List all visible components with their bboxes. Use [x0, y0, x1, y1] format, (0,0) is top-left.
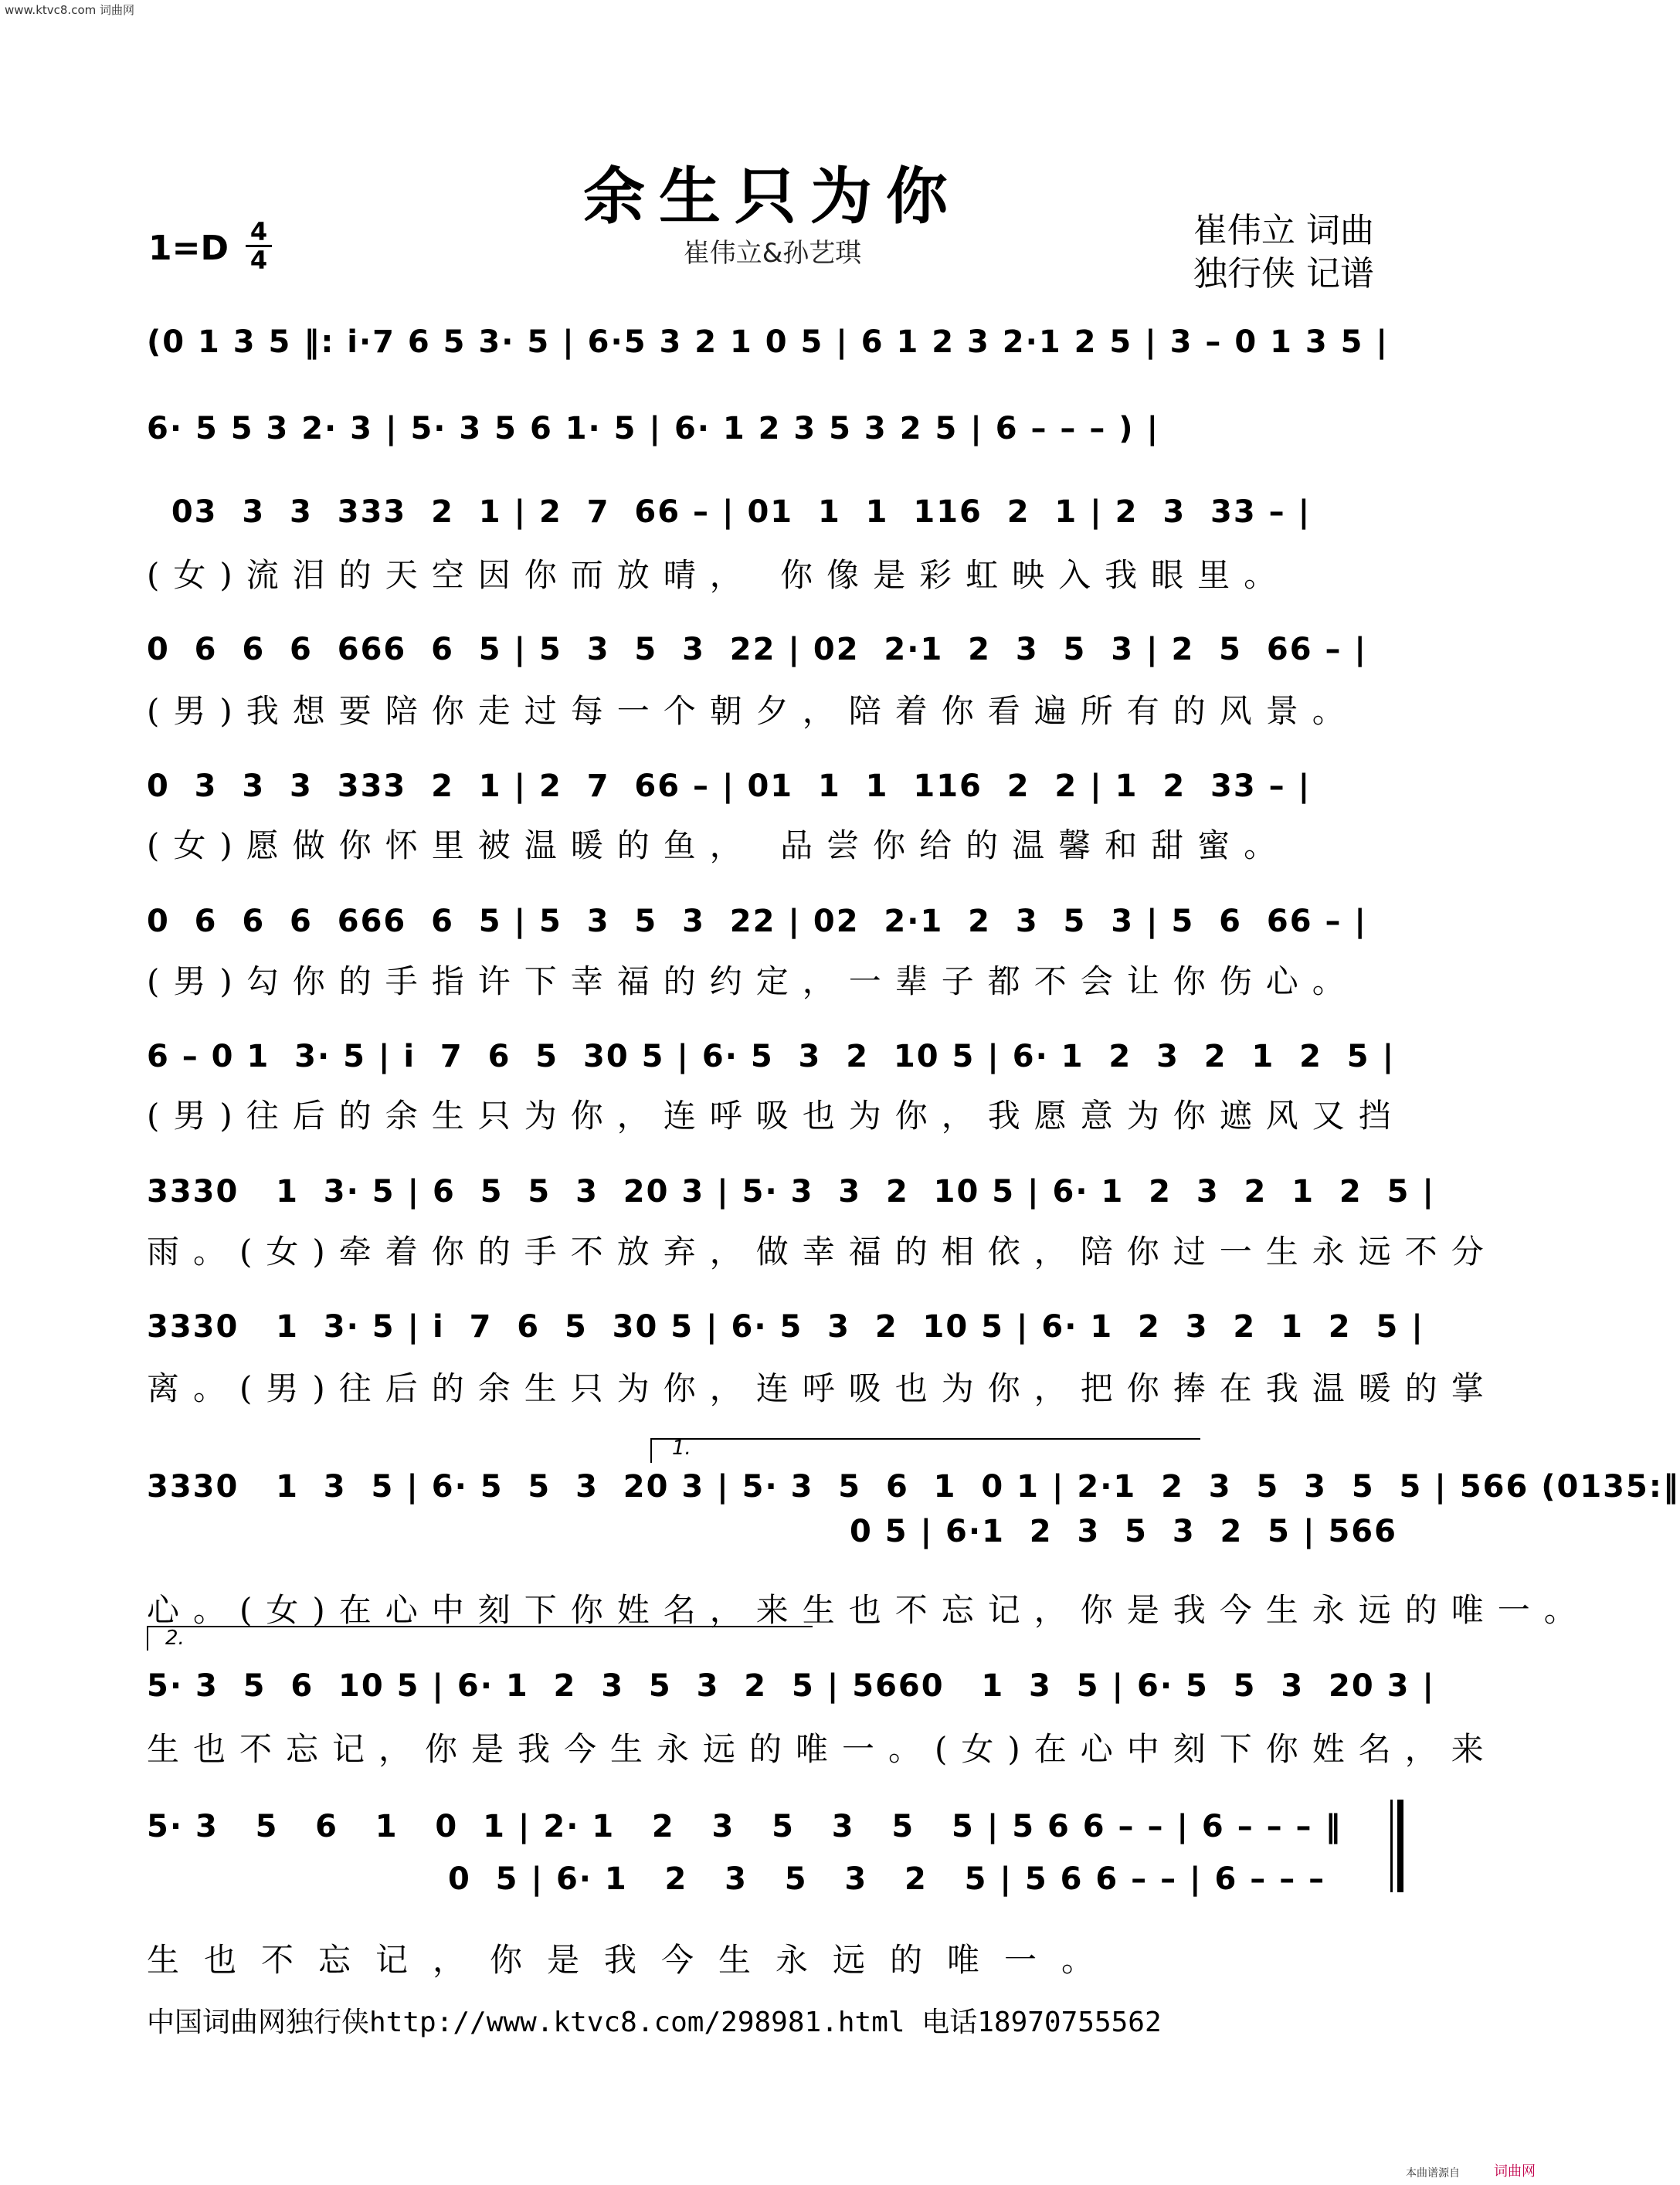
volta-first-label: 1. — [672, 1437, 691, 1460]
score-line-12-lyric: 生也不忘记，你是我今生永远的唯一。 — [147, 1941, 1119, 1979]
score-line-4-lyric: (男)我想要陪你走过每一个朝夕，陪着你看遍所有的风景。 — [147, 692, 1359, 730]
score-line-3-lyric: (女)流泪的天空因你而放晴， 你像是彩虹映入我眼里。 — [147, 556, 1291, 594]
score-line-7-lyric: (男)往后的余生只为你，连呼吸也为你，我愿意为你遮风又挡 — [147, 1097, 1405, 1135]
footer-source: 中国词曲网独行侠http://www.ktvc8.com/298981.html 电话18970755562 — [147, 2007, 1162, 2038]
volta-second-label: 2. — [165, 1627, 185, 1650]
credit-lyrics-music: 崔伟立 词曲 — [1193, 211, 1374, 250]
score-line-7-notation: 6 – 0 1 3· 5 | i 7 6 5 30 5 | 6· 5 3 2 10 5 | 6· 1 2 3 2 1 2 5 | — [147, 1039, 1396, 1074]
score-line-5-notation: 0 3 3 3 333 2 1 | 2 7 66 – | 01 1 1 116 2 2 | 1 2 33 – | — [147, 768, 1312, 804]
score-line-10-lyric: 心。(女)在心中刻下你姓名，来生也不忘记，你是我今生永远的唯一。 — [147, 1591, 1590, 1629]
final-barline — [1390, 1800, 1403, 1892]
score-line-3-notation: 03 3 3 333 2 1 | 2 7 66 – | 01 1 1 116 2 1 | 2 3 33 – | — [147, 494, 1312, 530]
time-signature-top: 4 — [249, 217, 268, 246]
time-signature-bottom: 4 — [246, 245, 272, 273]
score-line-11-lyric: 生也不忘记，你是我今生永远的唯一。(女)在心中刻下你姓名，来 — [147, 1730, 1498, 1768]
volta-first-bracket — [650, 1438, 1200, 1463]
score-line-12-notation-lower: 0 5 | 6· 1 2 3 5 3 2 5 | 5 6 6 – – | 6 – – – — [448, 1861, 1326, 1897]
score-line-9-lyric: 离。(男)往后的余生只为你，连呼吸也为你，把你捧在我温暖的掌 — [147, 1369, 1498, 1407]
score-line-8-lyric: 雨。(女)牵着你的手不放弃，做幸福的相依，陪你过一生永远不分 — [147, 1233, 1498, 1271]
site-url[interactable]: www.ktvc8.com 词曲网 — [5, 3, 135, 17]
score-line-6-notation: 0 6 6 6 666 6 5 | 5 3 5 3 22 | 02 2·1 2 3 5 3 | 5 6 66 – | — [147, 904, 1367, 939]
singers: 崔伟立&孙艺琪 — [683, 238, 862, 269]
time-signature — [246, 219, 272, 273]
score-line-11-notation: 5· 3 5 6 10 5 | 6· 1 2 3 5 3 2 5 | 5660 1 3 5 | 6· 5 5 3 20 3 | — [147, 1668, 1435, 1704]
credit-transcriber: 独行侠 记谱 — [1193, 254, 1374, 293]
key-signature: 1=D — [148, 229, 229, 268]
score-line-4-notation: 0 6 6 6 666 6 5 | 5 3 5 3 22 | 02 2·1 2 3 5 3 | 2 5 66 – | — [147, 632, 1367, 667]
corner-source-label: 本曲谱源自 — [1406, 2167, 1460, 2180]
score-line-8-notation: 3330 1 3· 5 | 6 5 5 3 20 3 | 5· 3 3 2 10 5 | 6· 1 2 3 2 1 2 5 | — [147, 1174, 1435, 1210]
corner-logo[interactable]: 词曲网 — [1494, 2163, 1536, 2180]
score-line-5-lyric: (女)愿做你怀里被温暖的鱼， 品尝你给的温馨和甜蜜。 — [147, 826, 1291, 864]
score-line-12-notation: 5· 3 5 6 1 0 1 | 2· 1 2 3 5 3 5 5 | 5 6 6 – – | 6 – – – ‖ — [147, 1809, 1342, 1844]
score-line-10-notation: 3330 1 3 5 | 6· 5 5 3 20 3 | 5· 3 5 6 1 0 1 | 2·1 2 3 5 3 5 5 | 566 (0135:‖ — [147, 1469, 1680, 1505]
score-line-6-lyric: (男)勾你的手指许下幸福的约定，一辈子都不会让你伤心。 — [147, 962, 1359, 1000]
score-line-9-notation: 3330 1 3· 5 | i 7 6 5 30 5 | 6· 5 3 2 10 5 | 6· 1 2 3 2 1 2 5 | — [147, 1309, 1424, 1345]
song-title: 余生只为你 — [583, 160, 962, 232]
volta-second-bracket — [147, 1626, 813, 1651]
score-line-2-notation: 6· 5 5 3 2· 3 | 5· 3 5 6 1· 5 | 6· 1 2 3 5 3 2 5 | 6 – – – ) | — [147, 411, 1160, 446]
score-line-10-notation-lower: 0 5 | 6·1 2 3 5 3 2 5 | 566 — [850, 1514, 1397, 1549]
score-line-1-notation: (0 1 3 5 ‖: i·7 6 5 3· 5 | 6·5 3 2 1 0 5 | 6 1 2 3 2·1 2 5 | 3 – 0 1 3 5 | — [147, 324, 1389, 360]
